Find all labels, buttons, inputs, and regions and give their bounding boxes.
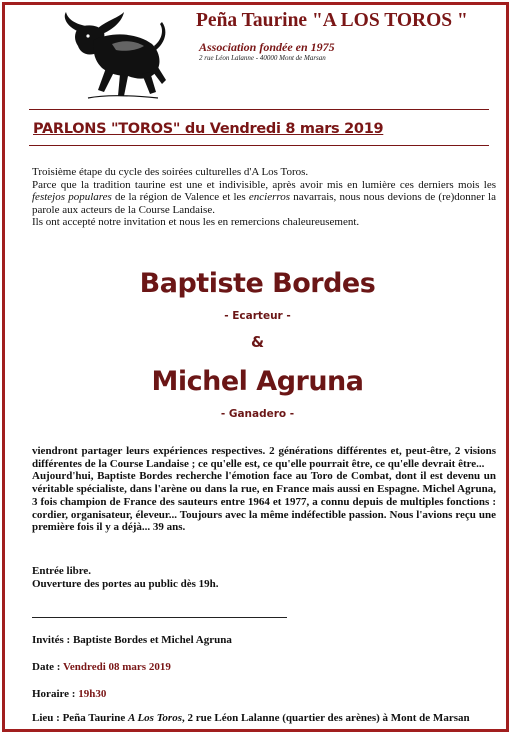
place-before: Peña Taurine [62,712,128,724]
info-place [32,712,470,724]
time-value: 19h30 [78,688,107,700]
entry-free: Entrée libre. [32,565,92,577]
title-divider [29,145,489,146]
date-label: Date : [32,661,63,673]
page-title: PARLONS "TOROS" du Vendredi 8 mars 2019 [33,121,384,137]
intro-line-2 [32,179,496,217]
association-founded: Association fondée en 1975 [199,40,335,54]
intro-line-2-part: Parce que la tradition taurine est une et indivisible, après avoir mis en lumière ces derniers mois les [32,178,496,191]
body-paragraph-1: viendront partager leurs expériences respectives. 2 générations différentes et, peut-être, 2 visions différentes de la Course Landaise ; ce qu'elle est, ce qu'elle pourrait être, ce qu'elle devrait être... [32,445,496,470]
body-text [32,445,496,534]
intro-encierros: encierros [248,191,291,204]
place-after: , 2 rue Léon Lalanne (quartier des arènes) à Mont de Marsan [181,712,470,724]
info-invites [32,634,232,646]
intro-line-2-part: de la région de Valence et les [111,191,249,204]
info-date [32,661,171,673]
info-divider [32,617,287,618]
intro-line-3: Ils ont accepté notre invitation et nous les en remercions chaleureusement. [32,216,360,229]
guest-role-2: - Ganadero - [220,408,295,420]
doors-opening: Ouverture des portes au public dès 19h. [32,577,219,590]
entry-info [32,565,496,590]
association-address: 2 rue Léon Lalanne - 40000 Mont de Marsan [199,54,326,62]
ampersand: & [250,333,265,351]
time-label: Horaire : [32,688,79,700]
body-paragraph-2: Aujourd'hui, Baptiste Bordes recherche l'émotion face au Toro de Combat, dont il est devenu un véritable spécialiste, dans l'arène ou dans la rue, en France mais aussi en Espagne. Michel Agruna, 3 fois champion de France des sauteurs entre 1964 et 1977, a connu depuis de multiples fonctions : cordier, organisateur, éleveur... Toujours avec la même indéfectible passion. Nous l'avions reçu une première fois il y a déjà... 39 ans. [32,470,496,534]
intro-line-2-part: navarrais, nous nous devions de (re)donner la parole aux acteurs de la Course Landaise. [32,191,496,216]
bull-icon [58,10,166,102]
invites-label: Invités : [32,634,73,646]
place-label: Lieu : [32,712,63,724]
place-name: A Los Toros [127,712,182,724]
header-divider [29,109,489,110]
date-value: Vendredi 08 mars 2019 [62,661,171,673]
info-time [32,688,106,700]
invites-value: Baptiste Bordes et Michel Agruna [72,634,232,646]
association-name: Peña Taurine "A LOS TOROS " [196,10,468,31]
intro-line-1: Troisième étape du cycle des soirées culturelles d'A Los Toros. [32,166,309,178]
intro-festejos: festejos populares [32,191,112,204]
intro-text [32,166,496,229]
guest-role-1: - Ecarteur - [224,310,291,322]
guest-name-2: Michel Agruna [151,366,364,397]
guest-name-1: Baptiste Bordes [139,268,376,299]
